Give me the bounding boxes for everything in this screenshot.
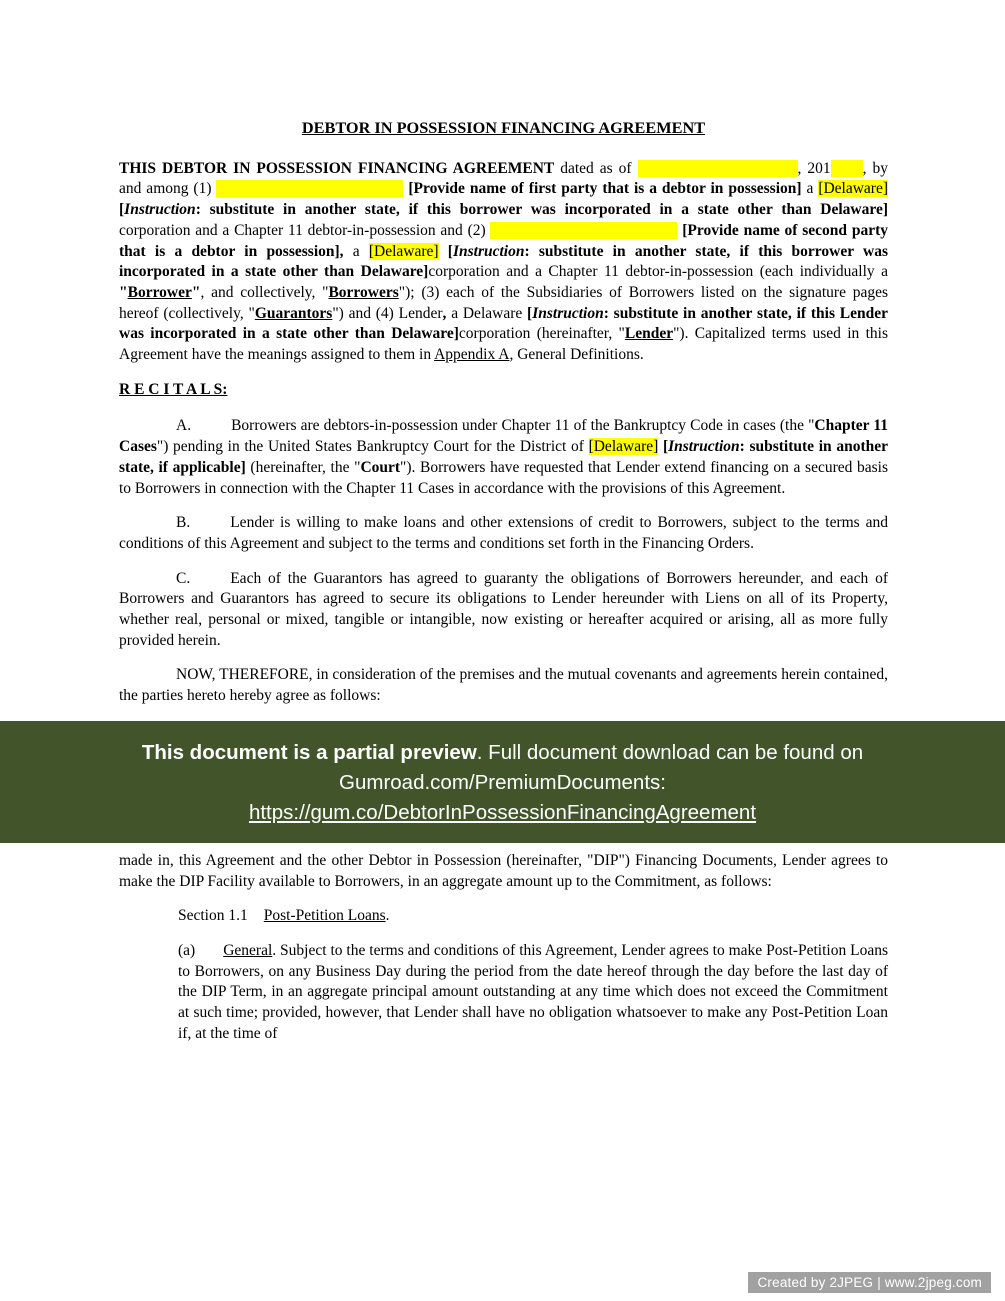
intro-paragraph <box>119 159 888 366</box>
text-run: [Delaware] <box>818 180 889 198</box>
text-run: Chapter 11 Cases <box>119 417 888 456</box>
text-run: Instruction <box>452 242 525 260</box>
text-run: [Delaware] <box>368 242 439 260</box>
text-run: "); (3) each of the Subsidiaries of Borrowers listed on the signature pages hereof (collectively, " <box>119 283 888 322</box>
text-run: corporation and a Chapter 11 debtor-in-possession (each individually a <box>428 263 888 281</box>
text-run: (a) <box>178 941 196 959</box>
text-run: , and collectively, " <box>200 283 329 301</box>
text-run: ") pending in the United States Bankruptcy Court for the District of <box>156 438 589 456</box>
recital-c <box>119 569 888 652</box>
text-run: . <box>385 907 390 925</box>
text-run: Borrower <box>127 283 192 301</box>
banner-download-link[interactable]: https://gum.co/DebtorInPossessionFinancingAgreement <box>248 800 757 824</box>
text-run: Section 1.1 <box>178 907 248 925</box>
text-run: , 201 <box>797 159 831 177</box>
text-run: Appendix A <box>434 346 510 364</box>
text-run: Court <box>360 458 401 476</box>
text-run: made in, this Agreement and the other Debtor in Possession (hereinafter, "DIP") Financing Documents, Lender agrees to make the DIP Facility available to Borrowers, in an aggregate amount up to the Commitment, as follows: <box>119 851 888 890</box>
text-run: Each of the Guarantors has agreed to guaranty the obligations of Borrowers hereunder, and each of Borrowers and Guarantors has agreed to secure its obligations to Lender hereunder with Liens on all of its Property, whether real, personal or mixed, tangible or intangible, now existing or hereafter acquired or arising, all as more fully provided herein. <box>119 569 888 649</box>
text-run <box>439 243 448 260</box>
text-run: (hereinafter, the " <box>245 458 361 476</box>
text-run: Borrowers <box>328 283 399 301</box>
tab-space <box>248 919 264 920</box>
text-run: : substitute in another state, if this borrower was incorporated in a state other than Delaware] <box>195 201 888 219</box>
text-run: dated as of <box>554 159 638 177</box>
text-run: . Subject to the terms and conditions of this Agreement, Lender agrees to make Post-Petition Loans to Borrowers, on any Business Day during the period from the date hereof through the day before the last day of the DIP Term, in an aggregate principal amount outstanding at any time which does not exceed the Commitment at such time; provided, however, that Lender shall have no obligation whatsoever to make any Post-Petition Loan if, at the time of <box>178 941 888 1042</box>
text-run: Borrowers are debtors-in-possession under Chapter 11 of the Bankruptcy Code in cases (the " <box>231 417 815 435</box>
recital-a <box>119 416 888 499</box>
text-run: Post-Petition Loans <box>263 907 386 925</box>
text-run: B. <box>176 514 191 532</box>
text-run: [Provide name of first party that is a debtor in possession] <box>408 180 802 198</box>
text-run: R E C I T A L S: <box>119 380 228 398</box>
text-run: " <box>191 283 201 301</box>
text-run: Instruction <box>668 438 740 456</box>
banner-text: . Full document download can be found on Gumroad.com/PremiumDocuments: <box>339 740 864 794</box>
document-body <box>119 118 888 1059</box>
text-run: DEBTOR IN POSSESSION FINANCING AGREEMENT <box>301 118 706 137</box>
doc-section-top <box>119 118 888 707</box>
continuation-paragraph <box>119 851 888 892</box>
recital-b <box>119 513 888 554</box>
text-run: Lender is willing to make loans and other extensions of credit to Borrowers, subject to the terms and conditions of this Agreement and subject to the terms and conditions set forth in the Financing Orders. <box>119 514 888 552</box>
highlighted-blank-field <box>638 160 798 177</box>
tab-space <box>195 954 223 955</box>
text-run: A. <box>176 417 192 435</box>
tab-space <box>190 582 230 583</box>
watermark <box>748 1272 991 1293</box>
now-therefore-paragraph <box>119 665 888 706</box>
text-run: corporation (hereinafter, " <box>458 325 625 343</box>
text-run: "). Borrowers have requested that Lender extend financing on a secured basis to Borrowers in connection with the Chapter 11 Cases in accordance with the provisions of this Agreement. <box>119 458 889 497</box>
banner-bold-text: This document is a partial preview <box>141 740 477 764</box>
text-run: Guarantors <box>254 304 333 322</box>
tab-space <box>190 526 230 527</box>
watermark-text: Created by 2JPEG | www.2jpeg.com <box>757 1275 982 1290</box>
text-run: [ <box>527 304 533 322</box>
text-run: a <box>343 242 369 260</box>
text-run: [ <box>447 242 453 260</box>
text-run: : substitute in another state, if this Lender was incorporated in a state other than Delaware] <box>119 304 888 343</box>
text-run: Instruction <box>124 201 196 219</box>
text-run: , by and among (1) <box>119 159 889 198</box>
text-run: C. <box>176 569 191 587</box>
highlighted-blank-field <box>490 222 677 239</box>
text-run: corporation and a Chapter 11 debtor-in-possession and (2) <box>119 221 491 239</box>
text-run: General <box>223 941 273 959</box>
text-run: , <box>442 304 447 322</box>
text-run: ") and (4) Lender <box>332 304 443 322</box>
text-run: NOW, THEREFORE, in consideration of the premises and the mutual covenants and agreements herein contained, the parties hereto hereby agree as follows: <box>119 666 888 705</box>
section-1-1-a-paragraph <box>178 941 888 1045</box>
tab-space <box>191 429 231 430</box>
text-run: , General Definitions. <box>509 346 644 364</box>
preview-banner <box>0 721 1005 843</box>
highlighted-blank-field <box>831 160 863 177</box>
text-run: a <box>801 180 819 198</box>
text-run: "). Capitalized terms used in this Agreement have the meanings assigned to them in <box>119 325 888 364</box>
section-1-1-heading <box>178 906 888 927</box>
text-run: [ <box>119 201 125 219</box>
text-run: Lender <box>624 325 674 343</box>
text-run: [Provide name of second party that is a debtor in possession], <box>119 221 888 260</box>
highlighted-blank-field <box>216 180 403 197</box>
recitals-heading <box>119 380 888 401</box>
text-run: [Delaware] <box>588 438 659 456</box>
text-run: Instruction <box>532 304 604 322</box>
text-run: [ <box>662 438 669 456</box>
text-run: : substitute in another state, if this borrower was incorporated in a state other than Delaware] <box>119 242 889 281</box>
text-run: : substitute in another state, if applicable] <box>119 438 888 476</box>
text-run: " <box>119 283 128 301</box>
text-run: a Delaware <box>446 304 528 322</box>
text-run: THIS DEBTOR IN POSSESSION FINANCING AGREEMENT <box>119 159 555 177</box>
document-title <box>119 118 888 139</box>
doc-section-bottom <box>119 851 888 1045</box>
